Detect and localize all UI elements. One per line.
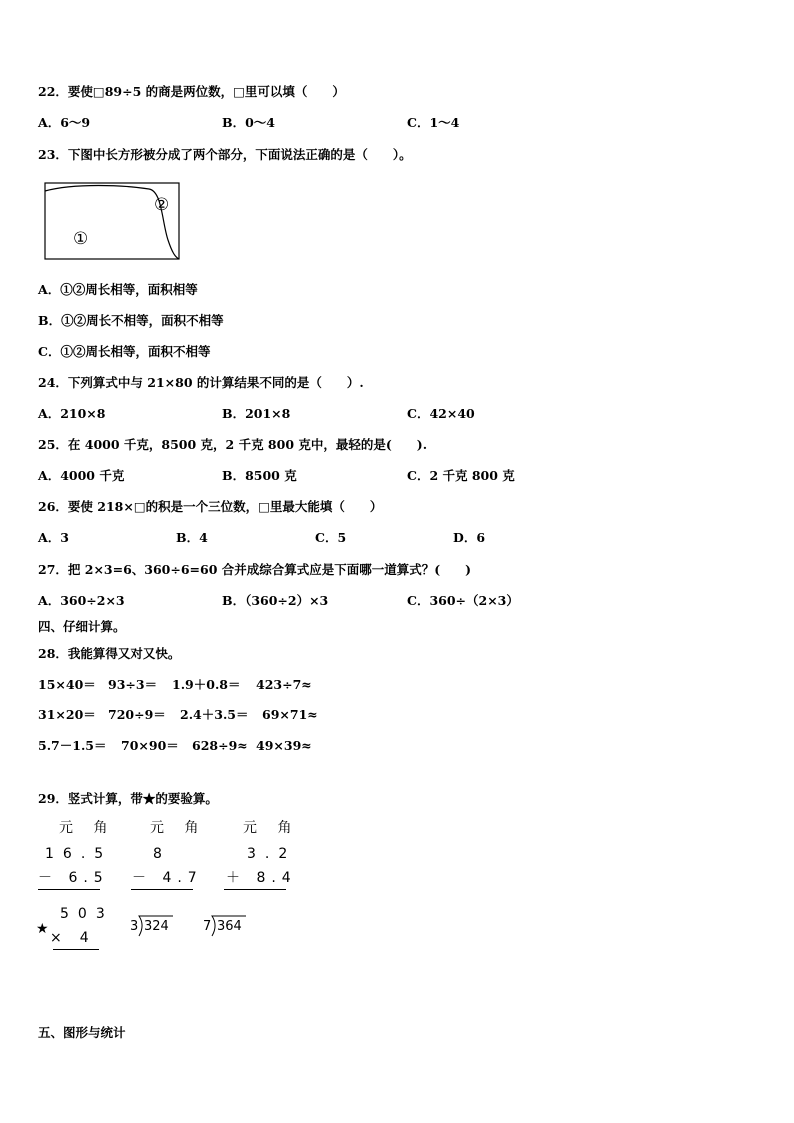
vertical-1-header: 元 角 <box>59 820 116 836</box>
region-2-label: ② <box>154 195 170 215</box>
q26-option-c: C．5 <box>315 530 347 545</box>
q22-option-a: A．6～9 <box>38 115 91 130</box>
q23-option-b: B．①②周长不相等，面积不相等 <box>38 313 224 328</box>
division-5-dividend: 324 <box>144 919 169 934</box>
q25-option-c: C．2 千克 800 克 <box>407 468 515 483</box>
vertical-4-top: 503 <box>60 906 114 922</box>
vertical-2-header: 元 角 <box>150 820 207 836</box>
question-22-stem: 22．要使□89÷5 的商是两位数，□里可以填（ ） <box>38 84 345 99</box>
calc-item: 720÷9＝ <box>108 707 166 722</box>
calc-item: 70×90＝ <box>121 738 179 753</box>
vertical-4-rule <box>53 949 99 950</box>
calc-item: 69×71≈ <box>262 707 318 722</box>
region-1-label: ① <box>73 229 89 249</box>
q23-option-a: A．①②周长相等，面积相等 <box>38 282 198 297</box>
q27-option-c: C．360÷（2×3） <box>407 593 519 608</box>
calc-item: 628÷9≈ <box>192 738 248 753</box>
division-5-divisor: 3 <box>130 919 139 934</box>
vertical-1-bottom: － 6.5 <box>38 870 109 886</box>
vertical-2-top: 8 <box>153 846 167 862</box>
q26-option-a: A．3 <box>38 530 69 545</box>
calc-item: 93÷3＝ <box>108 677 158 692</box>
q27-option-a: A．360÷2×3 <box>38 593 125 608</box>
vertical-3-rule <box>224 889 286 890</box>
calc-item: 5.7－1.5＝ <box>38 738 107 753</box>
q27-option-b: B．（360÷2）×3 <box>222 593 329 608</box>
question-28-stem: 28．我能算得又对又快。 <box>38 646 181 661</box>
q24-option-b: B．201×8 <box>222 406 291 421</box>
vertical-1-rule <box>38 889 100 890</box>
vertical-1-top: 16.5 <box>45 846 113 862</box>
vertical-3-bottom: ＋ 8.4 <box>226 870 297 886</box>
q26-option-d: D．6 <box>453 530 486 545</box>
rectangle-figure <box>44 182 181 260</box>
q25-option-b: B．8500 克 <box>222 468 297 483</box>
q26-option-b: B．4 <box>176 530 208 545</box>
calc-item: 2.4＋3.5＝ <box>180 707 249 722</box>
vertical-2-rule <box>131 889 193 890</box>
q22-option-b: B．0～4 <box>222 115 275 130</box>
division-6-divisor: 7 <box>203 919 212 934</box>
q22-option-c: C．1～4 <box>407 115 460 130</box>
calc-item: 1.9＋0.8＝ <box>172 677 241 692</box>
q23-option-c: C．①②周长相等，面积不相等 <box>38 344 211 359</box>
question-25-stem: 25．在 4000 千克，8500 克，2 千克 800 克中，最轻的是( ). <box>38 437 428 452</box>
calc-item: 15×40＝ <box>38 677 96 692</box>
question-27-stem: 27．把 2×3=6、360÷6=60 合并成综合算式应是下面哪一道算式？( ) <box>38 562 472 577</box>
division-6-dividend: 364 <box>217 919 242 934</box>
question-23-stem: 23．下图中长方形被分成了两个部分，下面说法正确的是（ ）。 <box>38 147 412 162</box>
question-26-stem: 26．要使 218×□的积是一个三位数，□里最大能填（ ） <box>38 499 383 514</box>
vertical-3-header: 元 角 <box>243 820 300 836</box>
q24-option-a: A．210×8 <box>38 406 106 421</box>
q24-option-c: C．42×40 <box>407 406 475 421</box>
calc-item: 49×39≈ <box>256 738 312 753</box>
star-icon: ★ <box>36 921 49 937</box>
section-4-heading: 四、仔细计算。 <box>38 619 126 634</box>
vertical-3-top: 3.2 <box>247 846 297 862</box>
question-24-stem: 24．下列算式中与 21×80 的计算结果不同的是（ ）. <box>38 375 364 390</box>
calc-item: 31×20＝ <box>38 707 96 722</box>
vertical-4-bottom: × 4 <box>50 930 91 946</box>
vertical-2-bottom: － 4.7 <box>132 870 203 886</box>
q25-option-a: A．4000 千克 <box>38 468 125 483</box>
calc-item: 423÷7≈ <box>256 677 312 692</box>
section-5-heading: 五、图形与统计 <box>38 1025 126 1040</box>
question-29-stem: 29．竖式计算，带★的要验算。 <box>38 791 218 806</box>
